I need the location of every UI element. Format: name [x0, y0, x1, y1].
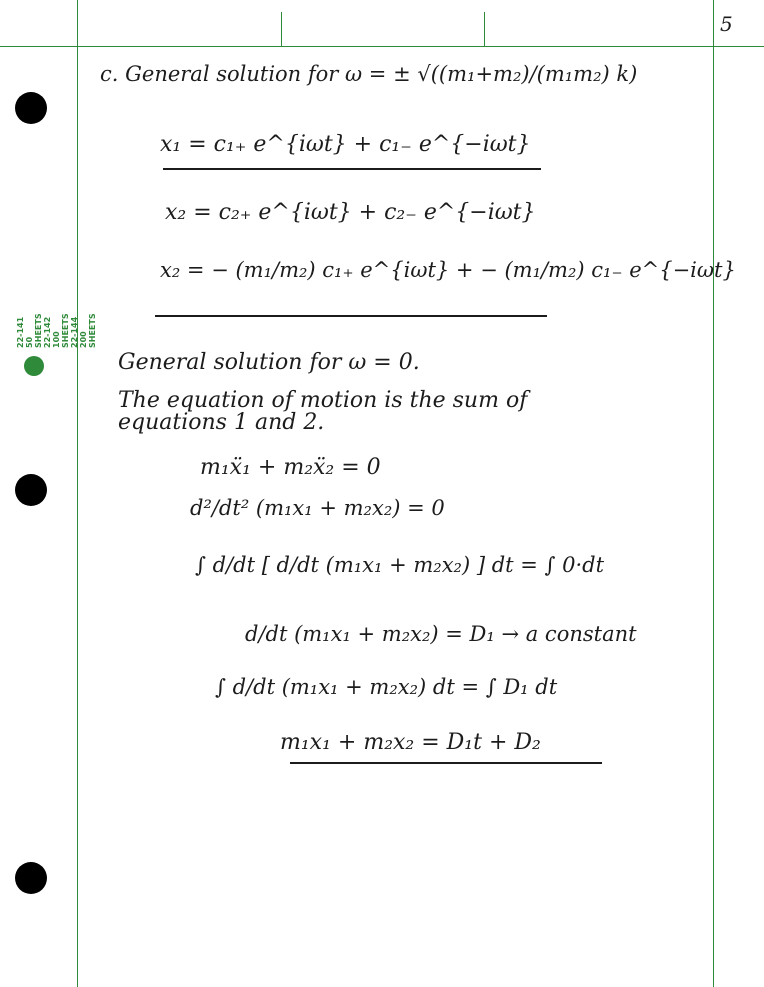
- top-margin-line: [0, 46, 764, 47]
- equation-final: m₁x₁ + m₂x₂ = D₁t + D₂: [280, 730, 541, 755]
- binder-hole-2: [15, 474, 47, 506]
- equation-sum: m₁ẍ₁ + m₂ẍ₂ = 0: [200, 455, 381, 480]
- text-equations-1-and-2: equations 1 and 2.: [118, 410, 325, 435]
- rule-under-x2: [155, 315, 547, 317]
- stamp-line-2: 22-142 100 SHEETS: [43, 313, 70, 348]
- equation-x2-b: x₂ = − (m₁/m₂) c₁₊ e^{iωt} + − (m₁/m₂) c₁₋ e^{−iωt}: [160, 258, 736, 282]
- equation-integral-2: ∫ d/dt (m₁x₁ + m₂x₂) dt = ∫ D₁ dt: [215, 675, 558, 699]
- text-equation-of-motion: The equation of motion is the sum of: [118, 388, 528, 413]
- stamp-line-1: 22-141 50 SHEETS: [16, 313, 43, 348]
- column-tick-2: [484, 12, 485, 46]
- rule-under-x1: [163, 168, 541, 170]
- heading-general-solution-omega: c. General solution for ω = ± √((m₁+m₂)/(m₁m₂) k): [100, 62, 638, 86]
- right-margin-line: [713, 0, 714, 987]
- binder-hole-1: [15, 92, 47, 124]
- equation-second-derivative: d²/dt² (m₁x₁ + m₂x₂) = 0: [190, 496, 445, 520]
- left-margin-line: [77, 0, 78, 987]
- stamp-line-3: 22-144 200 SHEETS: [70, 313, 97, 348]
- page-number: 5: [720, 12, 733, 36]
- binder-hole-3: [15, 862, 47, 894]
- ampad-logo-icon: [24, 356, 44, 376]
- equation-x2-a: x₂ = c₂₊ e^{iωt} + c₂₋ e^{−iωt}: [165, 200, 536, 225]
- equation-first-derivative: d/dt (m₁x₁ + m₂x₂) = D₁ → a constant: [245, 622, 637, 646]
- heading-general-solution-zero: General solution for ω = 0.: [118, 350, 420, 375]
- equation-x1: x₁ = c₁₊ e^{iωt} + c₁₋ e^{−iωt}: [160, 132, 531, 157]
- rule-under-final: [290, 762, 602, 764]
- stamp-text: [16, 304, 97, 348]
- equation-integral-1: ∫ d/dt [ d/dt (m₁x₁ + m₂x₂) ] dt = ∫ 0·dt: [195, 553, 605, 577]
- column-tick-1: [281, 12, 282, 46]
